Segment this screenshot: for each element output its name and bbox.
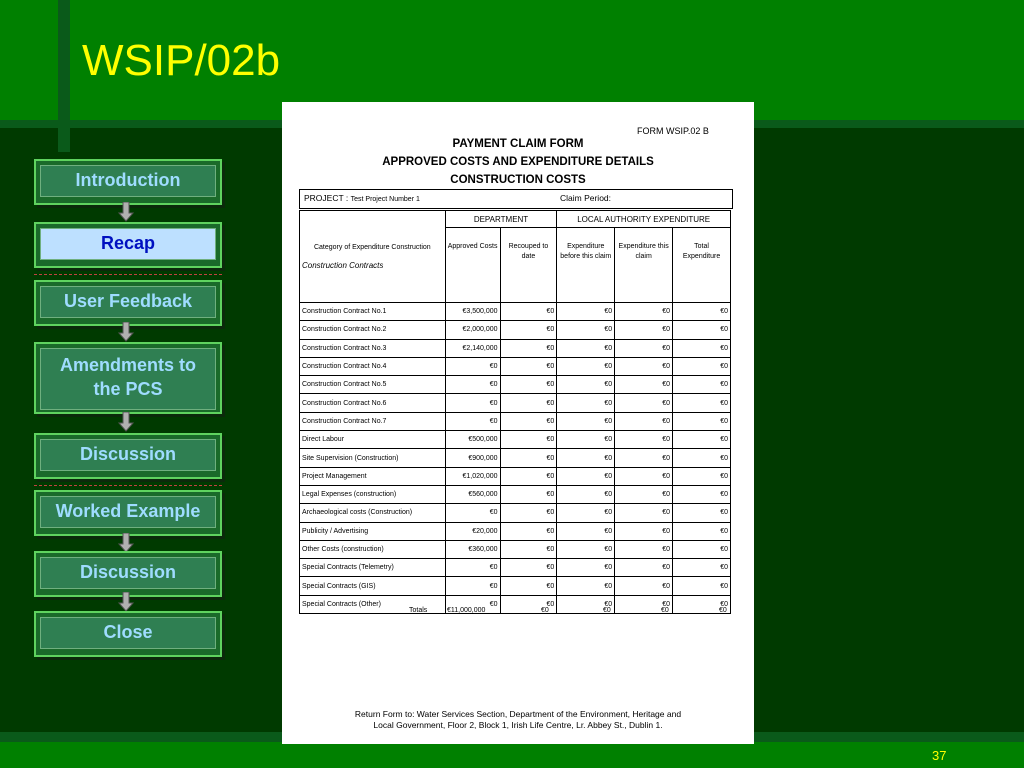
totals-before: €0 [603,607,611,614]
row-name: Construction Contract No.6 [300,394,446,412]
this-claim-cell: €0 [615,394,673,412]
approved-cell: €2,140,000 [445,339,500,357]
before-cell: €0 [557,431,615,449]
row-name: Construction Contract No.1 [300,303,446,321]
total-cell: €0 [673,321,731,339]
approved-cell: €20,000 [445,522,500,540]
nav-label: Recap [40,228,216,260]
this-claim-cell: €0 [615,449,673,467]
total-cell: €0 [673,467,731,485]
nav-button-user-feedback[interactable] [34,280,222,326]
form-subheading: APPROVED COSTS AND EXPENDITURE DETAILS [382,156,654,168]
totals-recouped: €0 [541,607,549,614]
before-cell: €0 [557,357,615,375]
row-name: Project Management [300,467,446,485]
recouped-cell: €0 [500,540,557,558]
category-header: Category of Expenditure Construction Construction Contracts [300,211,446,303]
project-value: Test Project Number 1 [350,196,420,203]
approved-cell: €0 [445,577,500,595]
before-cell: €0 [557,376,615,394]
approved-cell: €3,500,000 [445,303,500,321]
total-cell: €0 [673,357,731,375]
recouped-cell: €0 [500,321,557,339]
recouped-cell: €0 [500,577,557,595]
total-cell: €0 [673,394,731,412]
row-name: Special Contracts (GIS) [300,577,446,595]
form-subheading: CONSTRUCTION COSTS [450,174,586,186]
table-row [300,321,731,339]
table-row [300,522,731,540]
table-row [300,357,731,375]
down-arrow-icon [118,202,134,222]
recouped-cell: €0 [500,504,557,522]
this-claim-cell: €0 [615,339,673,357]
nav-button-discussion[interactable] [34,433,222,479]
totals-label: Totals [409,607,428,614]
before-cell: €0 [557,540,615,558]
recouped-cell: €0 [500,357,557,375]
project-box [299,189,733,209]
approved-cell: €0 [445,376,500,394]
row-name: Construction Contract No.2 [300,321,446,339]
total-cell: €0 [673,577,731,595]
slide-title: WSIP/02b [82,36,281,85]
total-cell: €0 [673,559,731,577]
total-cell: €0 [673,431,731,449]
this-claim-cell: €0 [615,595,673,613]
approved-cell: €900,000 [445,449,500,467]
approved-cell: €0 [445,559,500,577]
this-claim-cell: €0 [615,540,673,558]
approved-cell: €0 [445,394,500,412]
nav-label: Discussion [40,557,216,589]
recouped-cell: €0 [500,467,557,485]
recouped-cell: €0 [500,431,557,449]
nav-label: Discussion [40,439,216,471]
table-row [300,559,731,577]
total-cell: €0 [673,303,731,321]
table-row [300,504,731,522]
row-name: Construction Contract No.4 [300,357,446,375]
row-name: Construction Contract No.3 [300,339,446,357]
approved-cell: €500,000 [445,431,500,449]
total-cell: €0 [673,522,731,540]
project-label: PROJECT : Test Project Number 1 [304,193,420,203]
before-cell: €0 [557,485,615,503]
return-address: Return Form to: Water Services Section, Department of the Environment, Heritage and Local Government, Floor 2, Block 1, Irish Life Centre, Lr. Abbey St., Dublin 1. [354,709,682,730]
total-expenditure-header: Total Expenditure [673,228,731,303]
before-cell: €0 [557,595,615,613]
expenditure-this-claim-header: Expenditure this claim [615,228,673,303]
table-row [300,394,731,412]
nav-label: Close [40,617,216,649]
nav-label: User Feedback [40,286,216,318]
recouped-cell: €0 [500,303,557,321]
approved-costs-header: Approved Costs [445,228,500,303]
expenditure-table [299,210,731,614]
before-cell: €0 [557,412,615,430]
nav-button-discussion-2[interactable] [34,551,222,597]
row-name: Direct Labour [300,431,446,449]
approved-cell: €0 [445,412,500,430]
this-claim-cell: €0 [615,357,673,375]
recouped-cell: €0 [500,376,557,394]
row-name: Special Contracts (Other) [300,595,446,613]
total-cell: €0 [673,339,731,357]
row-name: Construction Contract No.5 [300,376,446,394]
expenditure-before-header: Expenditure before this claim [557,228,615,303]
before-cell: €0 [557,449,615,467]
section-label: Construction Contracts [302,261,384,270]
bottom-band [0,742,1024,768]
nav-label: Introduction [40,165,216,197]
recouped-cell: €0 [500,339,557,357]
table-row [300,577,731,595]
table-row [300,303,731,321]
nav-label: Amendments to the PCS [40,348,216,410]
down-arrow-icon [118,533,134,553]
row-name: Special Contracts (Telemetry) [300,559,446,577]
before-cell: €0 [557,394,615,412]
approved-cell: €2,000,000 [445,321,500,339]
before-cell: €0 [557,504,615,522]
row-name: Archaeological costs (Construction) [300,504,446,522]
this-claim-cell: €0 [615,577,673,595]
before-cell: €0 [557,559,615,577]
before-cell: €0 [557,303,615,321]
claim-period-label: Claim Period: [560,193,612,203]
before-cell: €0 [557,339,615,357]
table-row [300,485,731,503]
this-claim-cell: €0 [615,412,673,430]
separator [34,485,222,486]
this-claim-cell: €0 [615,522,673,540]
this-claim-cell: €0 [615,467,673,485]
nav-button-worked-example[interactable] [34,490,222,536]
table-row [300,467,731,485]
approved-cell: €560,000 [445,485,500,503]
down-arrow-icon [118,592,134,612]
total-cell: €0 [673,376,731,394]
this-claim-cell: €0 [615,431,673,449]
this-claim-cell: €0 [615,321,673,339]
this-claim-cell: €0 [615,485,673,503]
table-row [300,540,731,558]
table-row [300,431,731,449]
row-name: Other Costs (construction) [300,540,446,558]
total-cell: €0 [673,595,731,613]
separator [34,274,222,275]
total-cell: €0 [673,540,731,558]
approved-cell: €1,020,000 [445,467,500,485]
row-name: Legal Expenses (construction) [300,485,446,503]
this-claim-cell: €0 [615,559,673,577]
totals-this: €0 [661,607,669,614]
recouped-header: Recouped to date [500,228,557,303]
before-cell: €0 [557,321,615,339]
approved-cell: €360,000 [445,540,500,558]
before-cell: €0 [557,577,615,595]
total-cell: €0 [673,504,731,522]
recouped-cell: €0 [500,449,557,467]
total-cell: €0 [673,412,731,430]
total-cell: €0 [673,485,731,503]
before-cell: €0 [557,522,615,540]
page-number: 37 [932,748,947,763]
table-row [300,339,731,357]
local-authority-group-header: LOCAL AUTHORITY EXPENDITURE [557,211,731,228]
recouped-cell: €0 [500,412,557,430]
nav-button-amendments-to-the-pcs[interactable] [34,342,222,414]
form-heading: PAYMENT CLAIM FORM [452,138,584,150]
approved-cell: €0 [445,357,500,375]
this-claim-cell: €0 [615,504,673,522]
totals-approved: €11,000,000 [447,607,486,614]
approved-cell: €0 [445,504,500,522]
payment-claim-form [282,102,754,744]
totals-total: €0 [719,607,727,614]
recouped-cell: €0 [500,485,557,503]
table-row [300,376,731,394]
row-name: Site Supervision (Construction) [300,449,446,467]
row-name: Publicity / Advertising [300,522,446,540]
down-arrow-icon [118,412,134,432]
recouped-cell: €0 [500,394,557,412]
this-claim-cell: €0 [615,303,673,321]
vertical-accent-bar [58,0,70,152]
row-name: Construction Contract No.7 [300,412,446,430]
form-code: FORM WSIP.02 B [637,126,709,136]
table-row [300,449,731,467]
recouped-cell: €0 [500,595,557,613]
table-row [300,412,731,430]
nav-label: Worked Example [40,496,216,528]
department-group-header: DEPARTMENT [445,211,557,228]
down-arrow-icon [118,322,134,342]
approved-cell: €0 [445,595,500,613]
recouped-cell: €0 [500,522,557,540]
nav-button-recap[interactable] [34,222,222,268]
before-cell: €0 [557,467,615,485]
this-claim-cell: €0 [615,376,673,394]
nav-button-close[interactable] [34,611,222,657]
nav-button-introduction[interactable] [34,159,222,205]
total-cell: €0 [673,449,731,467]
recouped-cell: €0 [500,559,557,577]
